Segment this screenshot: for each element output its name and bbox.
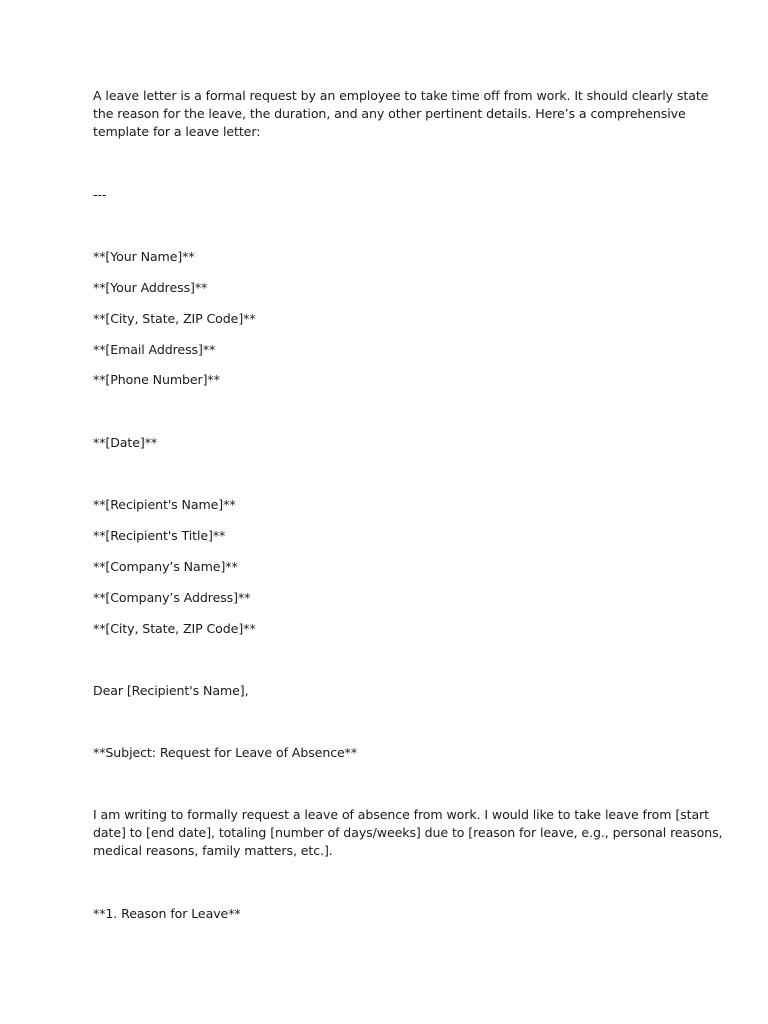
recipient-name: **[Recipient's Name]**	[93, 497, 236, 512]
letter-date: **[Date]**	[93, 435, 158, 450]
sender-address: **[Your Address]**	[93, 280, 208, 295]
salutation: Dear [Recipient's Name],	[93, 683, 249, 698]
intro-line: template for a leave letter:	[93, 124, 261, 139]
intro-line: A leave letter is a formal request by an employee to take time off from work. It should clearly state	[93, 88, 709, 103]
sender-city-state-zip: **[City, State, ZIP Code]**	[93, 311, 256, 326]
body-line: medical reasons, family matters, etc.].	[93, 843, 333, 858]
recipient-title: **[Recipient's Title]**	[93, 528, 226, 543]
body-line: date] to [end date], totaling [number of days/weeks] due to [reason for leave, e.g., personal reasons,	[93, 825, 723, 840]
company-address: **[Company’s Address]**	[93, 590, 251, 605]
sender-name: **[Your Name]**	[93, 249, 195, 264]
intro-paragraph	[93, 87, 709, 141]
company-name: **[Company’s Name]**	[93, 559, 238, 574]
intro-line: the reason for the leave, the duration, and any other pertinent details. Here’s a comprehensive	[93, 106, 686, 121]
section-heading: **1. Reason for Leave**	[93, 906, 241, 921]
recipient-city-state-zip: **[City, State, ZIP Code]**	[93, 621, 256, 636]
sender-email: **[Email Address]**	[93, 342, 216, 357]
subject-line: **Subject: Request for Leave of Absence**	[93, 745, 358, 760]
separator: ---	[93, 187, 107, 202]
body-paragraph	[93, 806, 723, 860]
body-line: I am writing to formally request a leave of absence from work. I would like to take leave from [start	[93, 807, 709, 822]
sender-phone: **[Phone Number]**	[93, 372, 220, 387]
